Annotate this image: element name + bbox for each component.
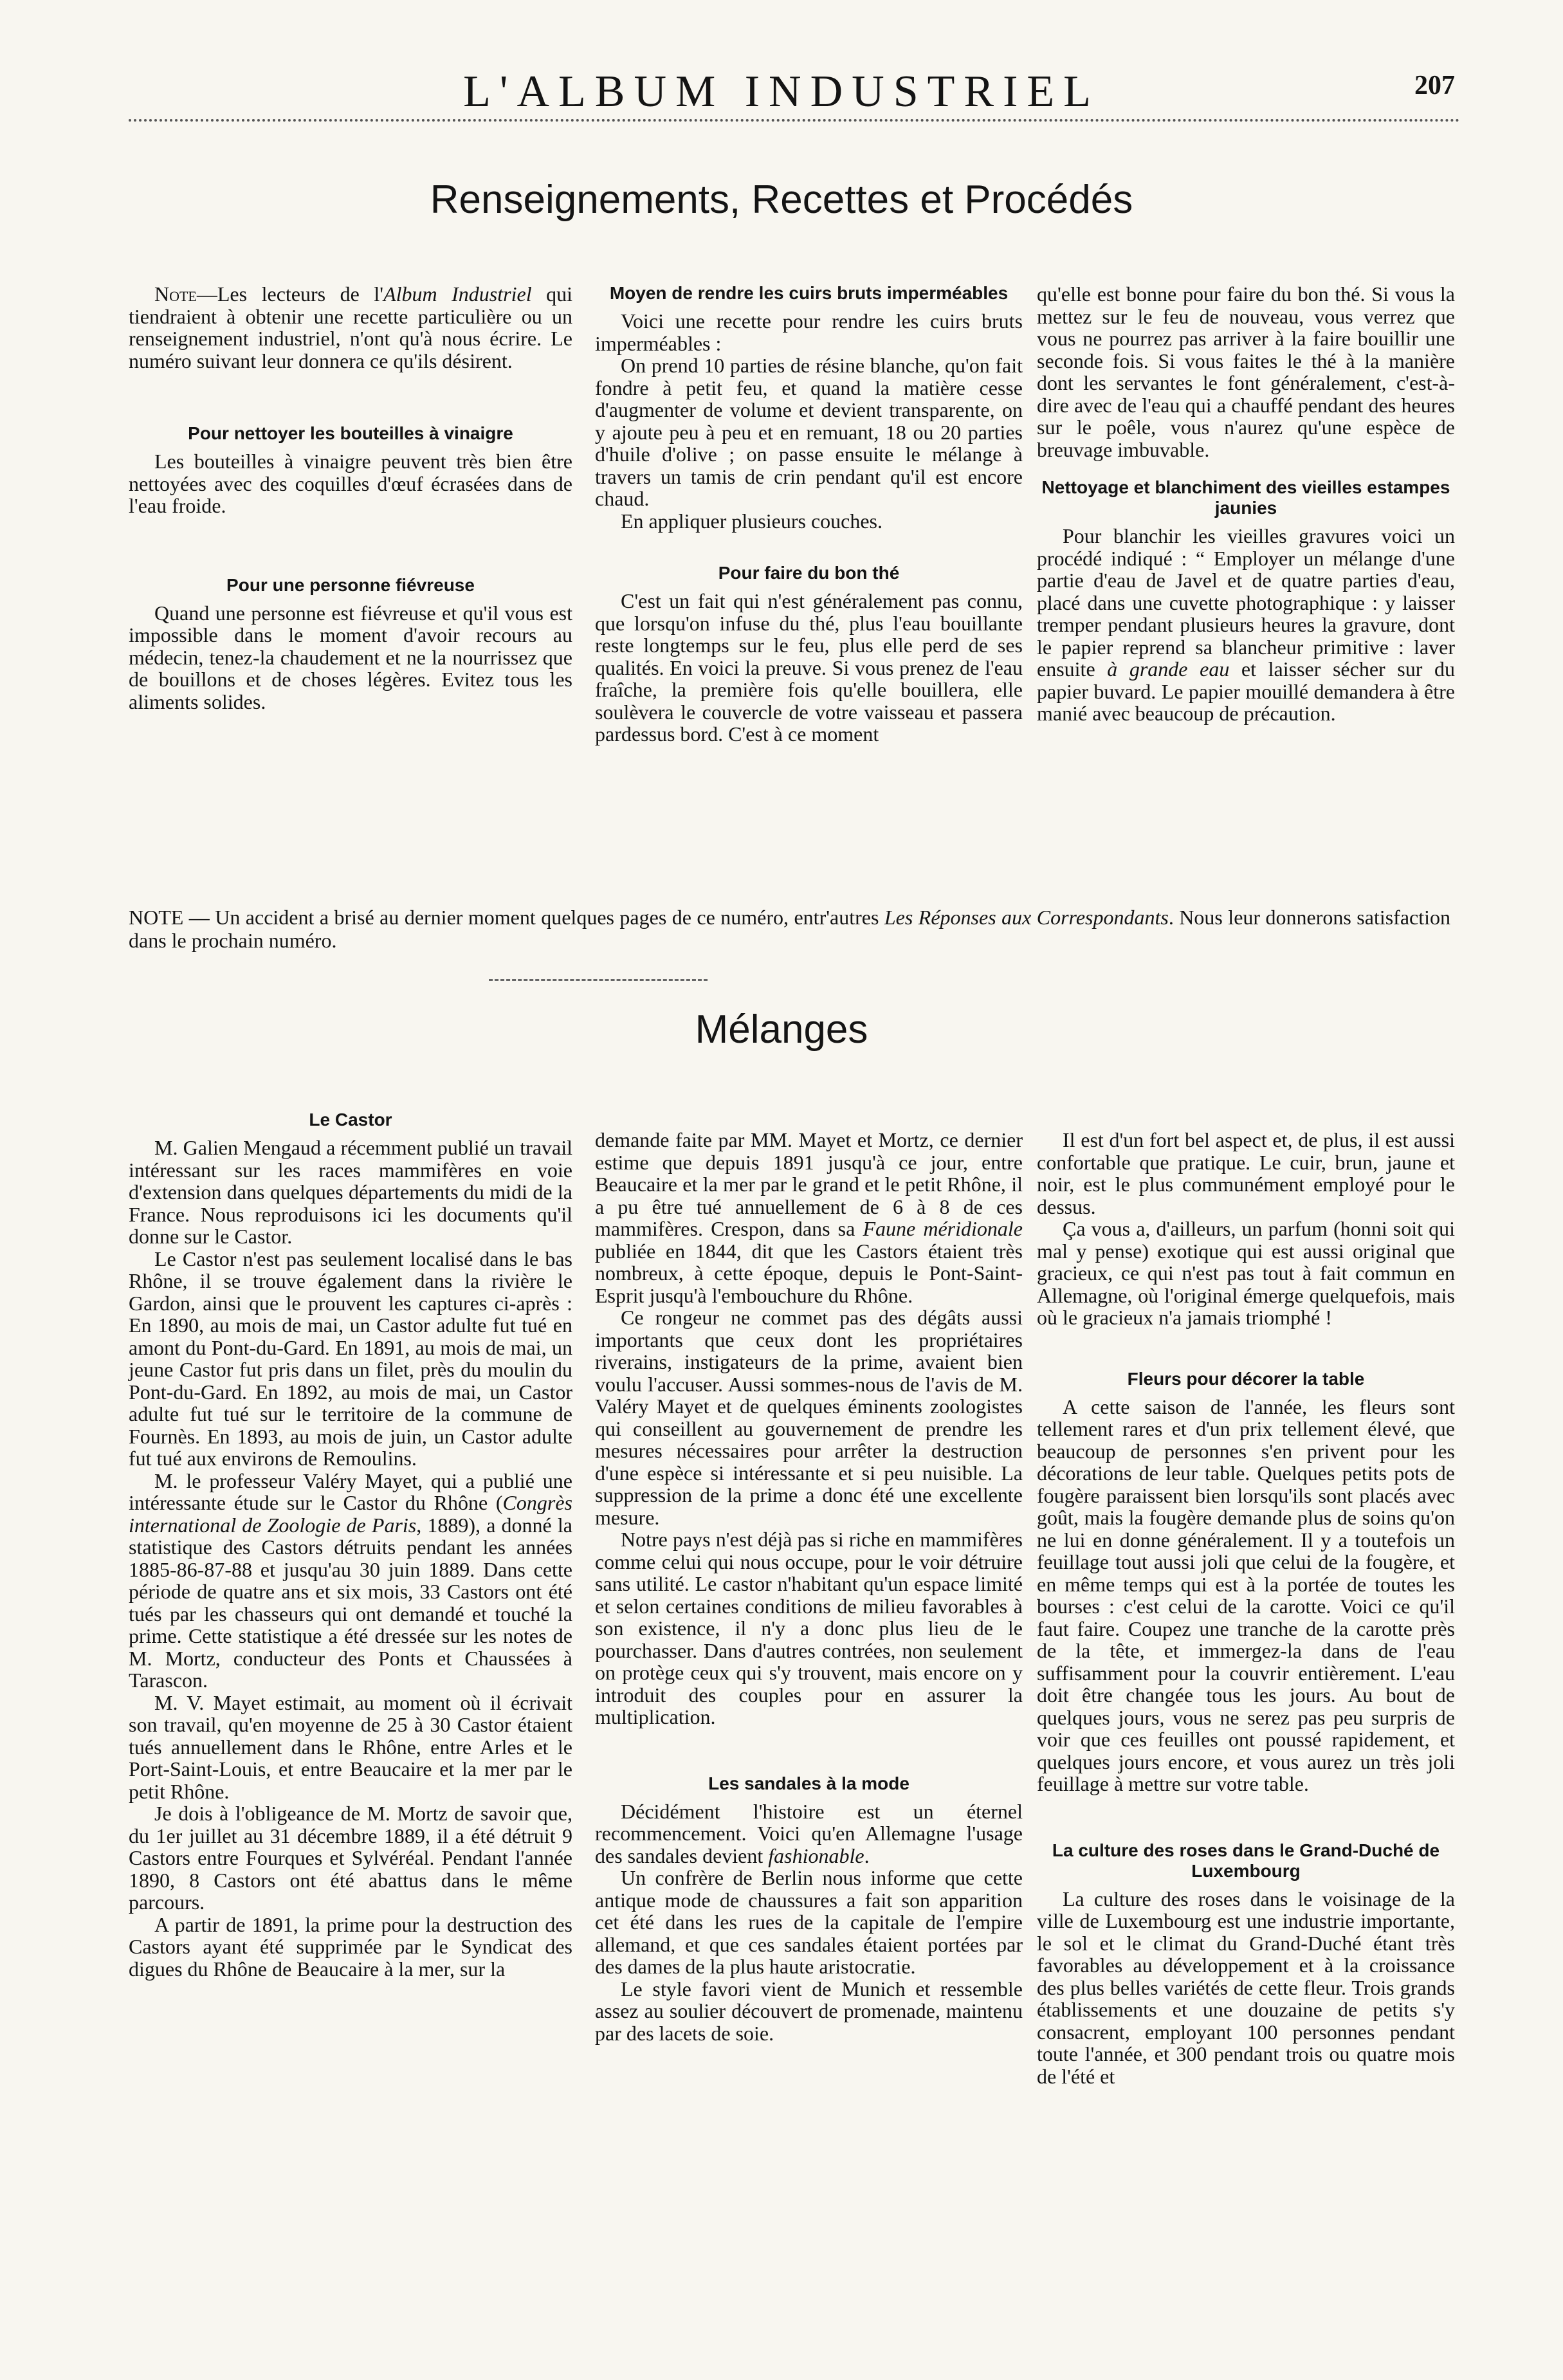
editor-note: Note—Les lecteurs de l'Album Industriel qui tiendraient à obtenir une recette particulière ou un renseignement industriel, n'ont qu'à nous écrire. Le numéro suivant leur donnera ce qu'ils désirent.: [129, 282, 573, 372]
s2-column-3: [1037, 1129, 1455, 2087]
journal-title: L'ALBUM INDUSTRIEL: [463, 67, 1100, 116]
castor-paragraph-6: A partir de 1891, la prime pour la destruction des Castors ayant été supprimée par le Syndicat des digues du Rhône de Beaucaire à la mer, sur la: [129, 1912, 572, 1981]
paragraph-fievreuse: Quand une personne est fiévreuse et qu'il vous est impossible dans le moment d'avoir recours au médecin, tenez-la chaudement et ne la nourrissez que de bouillons et de choses légères. Evitez tous les aliments solides.: [129, 601, 572, 713]
heading-sandales: Les sandales à la mode: [708, 1773, 909, 1793]
heading-the: Pour faire du bon thé: [718, 563, 900, 583]
running-head: [0, 55, 1563, 116]
heading-bouteilles: Pour nettoyer les bouteilles à vinaigre: [188, 423, 513, 443]
paragraph-cuirs-3: En appliquer plusieurs couches.: [621, 509, 882, 533]
heading-roses: La culture des roses dans le Grand-Duché de Luxembourg: [1052, 1840, 1440, 1881]
castor-suite-1: demande faite par MM. Mayet et Mortz, ce dernier estime que depuis 1891 jusqu'à ce jour, entre Beaucaire et la mer par le grand et le petit Rhône, il a pu être tué annuellement de 6 à 8 de ces mammifères. Crespon, dans sa Faune méridionale publiée en 1844, dit que les Castors étaient très nombreux, à cette époque, depuis le Pont-Saint-Esprit jusqu'à l'embouchure du Rhône.: [595, 1128, 1023, 1307]
castor-paragraph-5: Je dois à l'obligeance de M. Mortz de savoir que, du 1er juillet au 31 décembre 1889, il a été détruit 9 Castors entre Fourques et Sylvéréal. Pendant l'année 1890, 8 Castors ont été abattus dans le même parcours.: [129, 1802, 572, 1914]
accident-note-lead: NOTE: [129, 906, 184, 929]
s2-column-2: [595, 1129, 1023, 2044]
paragraph-the: C'est un fait qui n'est généralement pas connu, que lorsqu'on infuse du thé, plus l'eau bouillante reste longtemps sur le feu, plus elle perd de ses qualités. En voici la preuve. Si vous prenez de l'eau fraîche, la première fois qu'elle bouillera, elle soulèvera le couvercle de votre vaisseau et passera pardessus bord. C'est à ce moment: [595, 589, 1023, 746]
s2-column-1: [129, 1110, 572, 1980]
castor-paragraph-1: M. Galien Mengaud a récemment publié un travail intéressant sur les races mammifères en voie d'extension dans quelques départements du midi de la France. Nous reproduisons ici les documents qu'il donne sur le Castor.: [129, 1136, 572, 1248]
castor-paragraph-4: M. V. Mayet estimait, au moment où il écrivait son travail, qu'en moyenne de 25 à 30 Castor étaient tués annuellement dans le Rhône, entre Arles et le Port-Saint-Louis, et entre Beaucaire et la mer par le petit Rhône.: [129, 1690, 572, 1803]
accident-note: NOTE — Un accident a brisé au dernier moment quelques pages de ce numéro, entr'autres Les Réponses aux Correspondants. Nous leur donnerons satisfaction dans le prochain numéro.: [129, 906, 1451, 952]
paragraph-the-suite: qu'elle est bonne pour faire du bon thé. Si vous la mettez sur le feu de nouveau, vous verrez que vous ne pourrez pas arriver à la faire bouillir une seconde fois. Si vous faites le thé à la manière dont les servantes le font généralement, c'est-à-dire avec de l'eau qui a chauffé pendant des heures sur le poêle, vous n'aurez qu'une espèce de breuvage imbuvable.: [1037, 282, 1455, 461]
heading-castor: Le Castor: [309, 1110, 392, 1130]
castor-suite-2: Ce rongeur ne commet pas des dégâts aussi importants que ceux dont les propriétaires riverains, instigateurs de la prime, avaient bien voulu l'accuser. Aussi sommes-nous de l'avis de M. Valéry Mayet et de quelques éminents zoologistes qui conseillent au gouvernement de prendre les mesures nécessaires pour arrêter la destruction d'une espèce si intéressante et si peu nuisible. La suppression de la prime a donc été une excellente mesure.: [595, 1306, 1023, 1529]
fleurs-paragraph: A cette saison de l'année, les fleurs sont tellement rares et d'un prix tellement élevé, que beaucoup de personnes s'en privent pour les décorations de leur table. Quelques petits pots de fougère paraissent bien lorsqu'ils sont placés avec goût, mais la fougère demande plus de soins qu'on ne lui en donne généralement. Il y a toutefois un feuillage tout aussi joli que celui de la fougère, et en même temps qui est à la portée de toutes les bourses : c'est celui de la carotte. Voici ce qu'il faut faire. Coupez une tranche de la carotte près de la tête, et immergez-la dans de l'eau suffisamment pour la couvrir entièrement. L'eau doit être changée tous les jours. Au bout de quelques jours, vous ne serez pas peu surpris de voir que ces feuilles ont poussé rapidement, et quelques jours encore, et vous aurez un très joli feuillage à mettre sur votre table.: [1037, 1395, 1455, 1795]
header-rule: [129, 119, 1460, 122]
sandales-paragraph-3: Le style favori vient de Munich et ressemble assez au soulier découvert de promenade, maintenu par des lacets de soie.: [595, 1977, 1023, 2045]
castor-paragraph-2: Le Castor n'est pas seulement localisé dans le bas Rhône, il se trouve également dans la rivière le Gardon, ainsi que le prouvent les captures ci-après : En 1890, au mois de mai, un Castor adulte fut tué en amont du Pont-du-Gard. En 1891, au mois de mai, un jeune Castor fut pris dans un filet, près du moulin du Pont-du-Gard. En 1892, au mois de mai, un Castor adulte fut tué sur le territoire de la commune de Fournès. En 1893, au mois de juin, un Castor adulte fut tué aux environs de Remoulins.: [129, 1247, 572, 1470]
paragraph-bouteilles: Les bouteilles à vinaigre peuvent très bien être nettoyées avec des coquilles d'œuf écrasées dans de l'eau froide.: [129, 450, 572, 517]
sandales-suite-2: Ça vous a, d'ailleurs, un parfum (honni soit qui mal y pense) exotique qui est aussi original que gracieux, ce qui n'est pas tout à fait commun en Allemagne, où l'original émerge quelquefois, mais où le gracieux n'a jamais triomphé !: [1037, 1217, 1455, 1329]
sandales-paragraph-2: Un confrère de Berlin nous informe que cette antique mode de chaussures a fait son apparition cet été dans les rues de la capitale de l'empire allemand, et que ces sandales étaient portées par des dames de la plus haute aristocratie.: [595, 1866, 1023, 1978]
s1-column-2: [595, 283, 1023, 746]
page-number: 207: [1414, 71, 1455, 100]
sandales-paragraph-1: Décidément l'histoire est un éternel recommencement. Voici qu'en Allemagne l'usage des sandales devient fashionable.: [595, 1799, 1023, 1867]
roses-paragraph: La culture des roses dans le voisinage de la ville de Luxembourg est une industrie importante, le sol et le climat du Grand-Duché étant très favorables au développement et à la croissance des plus belles variétés de cette fleur. Trois grands établissements et une douzaine de petits s'y consacrent, employant 100 personnes pendant toute l'année, et 300 pendant trois ou quatre mois de l'été et: [1037, 1887, 1455, 2088]
paragraph-estampes: Pour blanchir les vieilles gravures voici un procédé indiqué : “ Employer un mélange d'une partie d'eau de Javel et de quatre parties d'eau, placé dans une cuvette photographique : y laisser tremper pendant plusieurs heures la gravure, dont le papier reprend sa blancheur primitive : laver ensuite à grande eau et laisser sécher sur du papier buvard. Le papier mouillé demandera à être manié avec beaucoup de précaution.: [1037, 524, 1456, 725]
section-title-renseignements: Renseignements, Recettes et Procédés: [430, 178, 1133, 222]
castor-paragraph-3: M. le professeur Valéry Mayet, qui a publié une intéressante étude sur le Castor du Rhône (Congrès international de Zoologie de Paris, 1889), a donné la statistique des Castors détruits pendant les années 1885-86-87-88 et jusqu'au 30 juin 1889. Dans cette période de quatre ans et six mois, 33 Castors ont été tués par les chasseurs qui ont demandé et touché la prime. Cette statistique a été dressée sur les notes de M. Mortz, conducteur des Ponts et Chaussées à Tarascon.: [129, 1469, 573, 1692]
heading-cuirs: Moyen de rendre les cuirs bruts imperméables: [609, 283, 1009, 303]
castor-suite-3: Notre pays n'est déjà pas si riche en mammifères comme celui qui nous occupe, pour le voir détruire sans utilité. Le castor n'habitant qu'un espace limité et selon certaines conditions de milieu favorables à son existence, il n'y a donc plus lieu de le pourchasser. Dans d'autres contrées, non seulement on protège ceux qui s'y trouvent, mais encore on y introduit des couples pour en assurer la multiplication.: [595, 1528, 1023, 1728]
s1-column-3: [1037, 283, 1455, 725]
heading-fleurs: Fleurs pour décorer la table: [1127, 1368, 1365, 1389]
heading-estampes: Nettoyage et blanchiment des vieilles estampes jaunies: [1041, 477, 1450, 518]
paragraph-cuirs-1: Voici une recette pour rendre les cuirs bruts imperméables :: [595, 309, 1023, 355]
sandales-suite-1: Il est d'un fort bel aspect et, de plus, il est aussi confortable que pratique. Le cuir, brun, jaune et noir, est le plus communément employé pour le dessus.: [1037, 1128, 1455, 1218]
paragraph-cuirs-2: On prend 10 parties de résine blanche, qu'on fait fondre à petit feu, et quand la matière cesse d'augmenter de volume et devient transparente, on y ajoute peu à peu et en remuant, 18 ou 20 parties d'huile d'olive ; on passe ensuite le mélange à travers un tamis de crin pendant qu'il est encore chaud.: [595, 354, 1023, 510]
note-lead: Note: [154, 282, 197, 306]
heading-fievreuse: Pour une personne fiévreuse: [226, 574, 475, 595]
s1-column-1: [129, 283, 572, 713]
section-divider: [489, 979, 708, 981]
section-title-melanges: Mélanges: [695, 1007, 868, 1052]
